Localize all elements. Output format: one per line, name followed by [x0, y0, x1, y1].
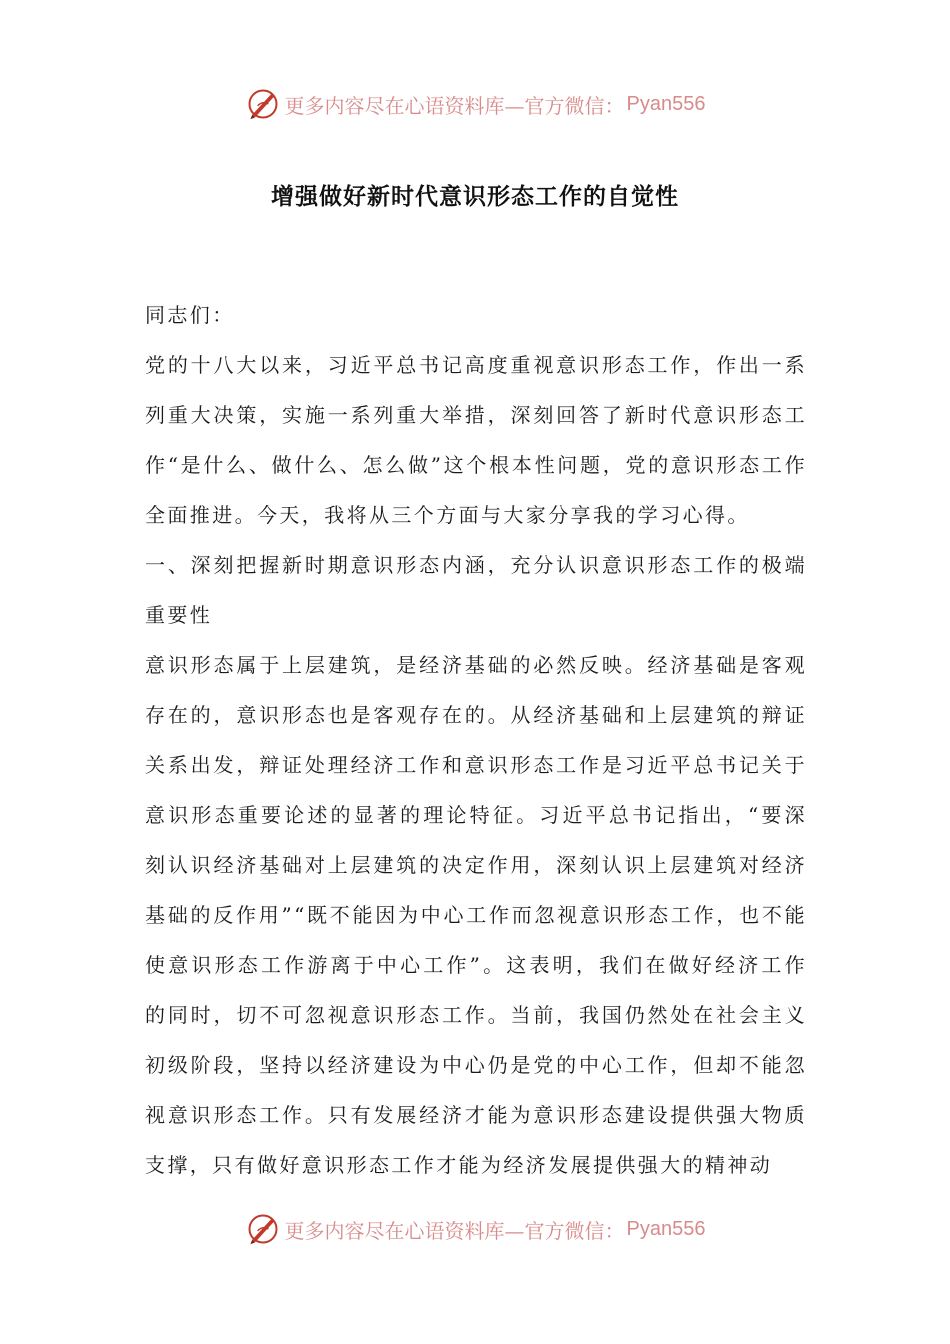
section-heading: 一、深刻把握新时期意识形态内涵，充分认识意识形态工作的极端重要性: [145, 553, 807, 627]
watermark-banner-top: [0, 84, 950, 124]
pen-logo-icon: [245, 86, 281, 122]
document-body: [145, 290, 807, 1190]
watermark-wechat-id: Pyan556: [626, 92, 706, 115]
watermark-wechat-id: Pyan556: [626, 1217, 706, 1240]
paragraph: 意识形态属于上层建筑，是经济基础的必然反映。经济基础是客观存在的，意识形态也是客观存在的。从经济基础和上层建筑的辩证关系出发，辩证处理经济工作和意识形态工作是习近平总书记关于意识形态重要论述的显著的理论特征。习近平总书记指出，“要深刻认识经济基础对上层建筑的决定作用，深刻认识上层建筑对经济基础的反作用”“既不能因为中心工作而忽视意识形态工作，也不能使意识形态工作游离于中心工作”。这表明，我们在做好经济工作的同时，切不可忽视意识形态工作。当前，我国仍然处在社会主义初级阶段，坚持以经济建设为中心仍是党的中心工作，但却不能忽视意识形态工作。只有发展经济才能为意识形态建设提供强大物质支撑，只有做好意识形态工作才能为经济发展提供强大的精神动: [145, 653, 807, 1177]
pen-logo-icon: [245, 1211, 281, 1247]
watermark-banner-bottom: [0, 1209, 950, 1249]
watermark-text: 更多内容尽在心语资料库—官方微信：: [284, 1218, 625, 1243]
watermark-text: 更多内容尽在心语资料库—官方微信：: [284, 93, 625, 118]
document-title: 增强做好新时代意识形态工作的自觉性: [271, 184, 679, 210]
salutation: 同志们：: [145, 303, 235, 327]
paragraph: 党的十八大以来，习近平总书记高度重视意识形态工作，作出一系列重大决策，实施一系列重大举措，深刻回答了新时代意识形态工作“是什么、做什么、怎么做”这个根本性问题，党的意识形态工作全面推进。今天，我将从三个方面与大家分享我的学习心得。: [145, 353, 807, 527]
